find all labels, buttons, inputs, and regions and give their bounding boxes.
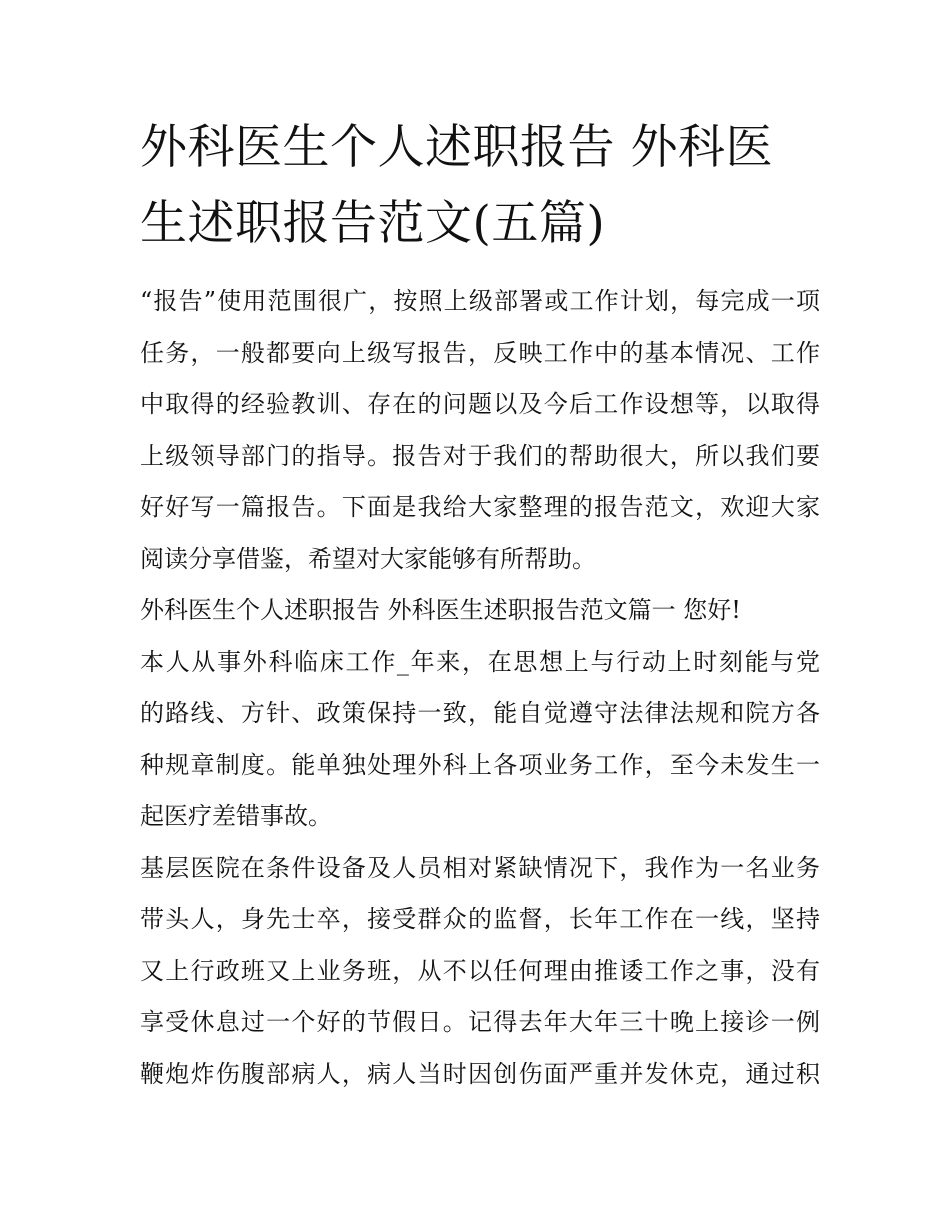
title-line: 生述职报告范文(五篇) bbox=[140, 196, 606, 251]
text-line: 带头人，身先士卒，接受群众的监督，长年工作在一线，坚持 bbox=[140, 905, 820, 933]
paragraph-work-experience bbox=[140, 637, 820, 843]
text-line: 阅读分享借鉴，希望对大家能够有所帮助。 bbox=[140, 544, 596, 573]
paragraph-frontline-work bbox=[140, 843, 820, 1101]
text-line: 本人从事外科临床工作_年来，在思想上与行动上时刻能与党 bbox=[140, 647, 820, 676]
text-line: 好好写一篇报告。下面是我给大家整理的报告范文，欢迎大家 bbox=[140, 493, 820, 521]
text-line: 起医疗差错事故。 bbox=[140, 802, 332, 830]
text-line: 上级领导部门的指导。报告对于我们的帮助很大，所以我们要 bbox=[140, 441, 820, 470]
text-line: 外科医生个人述职报告 外科医生述职报告范文篇一 您好! bbox=[140, 596, 741, 624]
text-line: 的路线、方针、政策保持一致，能自觉遵守法律法规和院方各 bbox=[140, 699, 820, 727]
text-line: 享受休息过一个好的节假日。记得去年大年三十晚上接诊一例 bbox=[140, 1008, 820, 1036]
text-line: “报告”使用范围很广，按照上级部署或工作计划，每完成一项 bbox=[140, 287, 820, 315]
text-line: 中取得的经验教训、存在的问题以及今后工作设想等，以取得 bbox=[140, 390, 820, 418]
text-line: 又上行政班又上业务班，从不以任何理由推诿工作之事，没有 bbox=[140, 956, 820, 985]
paragraph-section-heading bbox=[140, 585, 820, 637]
title-line: 外科医生个人述职报告 外科医 bbox=[140, 120, 773, 175]
paragraph-intro bbox=[140, 276, 820, 585]
text-line: 基层医院在条件设备及人员相对紧缺情况下，我作为一名业务 bbox=[140, 853, 820, 882]
text-line: 鞭炮炸伤腹部病人，病人当时因创伤面严重并发休克，通过积 bbox=[140, 1059, 820, 1088]
document-page bbox=[140, 110, 820, 1100]
text-line: 种规章制度。能单独处理外科上各项业务工作，至今未发生一 bbox=[140, 750, 820, 779]
document-title bbox=[140, 110, 820, 262]
document-body bbox=[140, 276, 820, 1100]
text-line: 任务，一般都要向上级写报告，反映工作中的基本情况、工作 bbox=[140, 338, 820, 367]
